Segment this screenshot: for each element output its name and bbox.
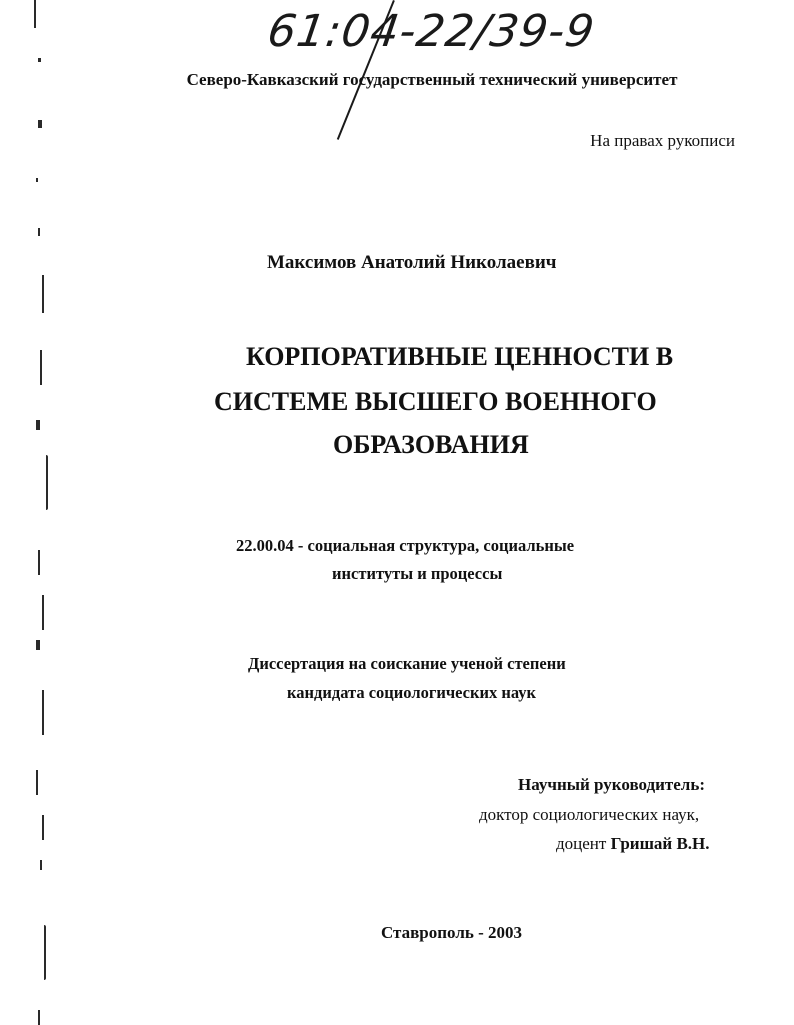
- title-line: КОРПОРАТИВНЫЕ ЦЕННОСТИ В: [246, 342, 674, 371]
- degree-line: Диссертация на соискание ученой степени: [248, 654, 566, 673]
- degree-line: кандидата социологических наук: [287, 683, 537, 702]
- advisor-credential: доктор социологических наук,: [479, 805, 700, 824]
- manuscript-note: На правах рукописи: [590, 131, 735, 150]
- specialty-line: институты и процессы: [332, 564, 503, 583]
- city-year: Ставрополь - 2003: [381, 923, 523, 942]
- university-name: Северо-Кавказский государственный технический университет: [186, 70, 678, 89]
- advisor-title-name: [556, 834, 710, 854]
- title-line: ОБРАЗОВАНИЯ: [333, 430, 529, 459]
- author-name: Максимов Анатолий Николаевич: [267, 252, 557, 273]
- advisor-title: доцент: [556, 834, 607, 853]
- specialty-line: 22.00.04 - социальная структура, социальные: [236, 536, 575, 555]
- archive-stamp: 61:04-22/39-9: [264, 6, 598, 57]
- advisor-name: Гришай В.Н.: [610, 834, 710, 853]
- advisor-heading: Научный руководитель:: [518, 775, 705, 794]
- title-line: СИСТЕМЕ ВЫСШЕГО ВОЕННОГО: [214, 387, 657, 416]
